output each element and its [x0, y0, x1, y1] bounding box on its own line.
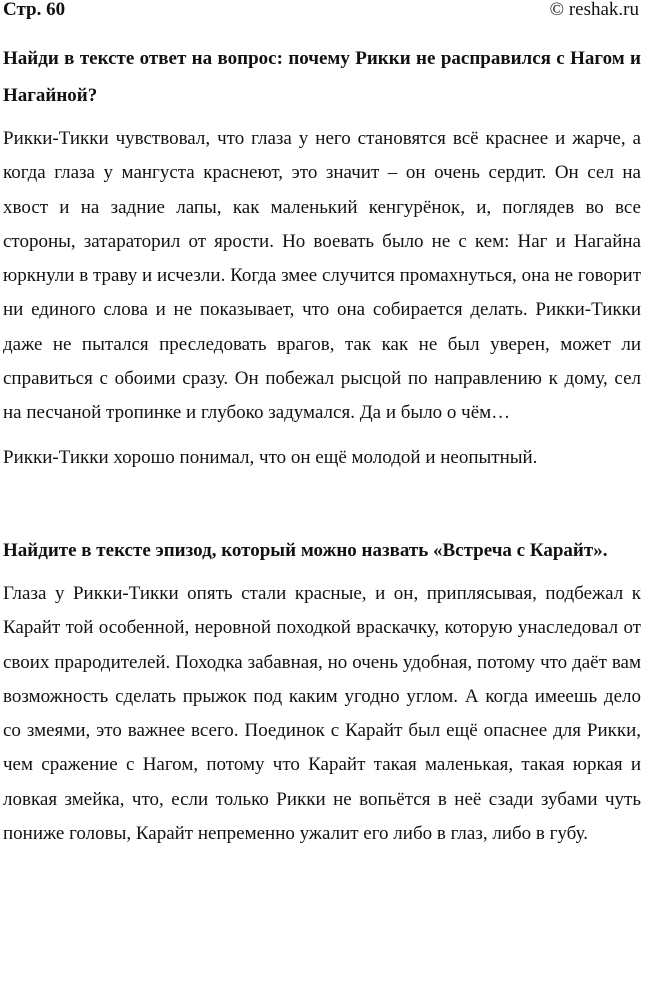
answer-paragraph: Рикки-Тикки чувствовал, что глаза у него становятся всё краснее и жарче, а когда глаза у мангуста краснеют, это значит – он очень сердит. Он сел на хвост и на задние лапы, как маленький кенгурёнок, и, поглядев во все стороны, затараторил от ярости. Но воевать было не с кем: Наг и Нагайна юркнули в траву и исчезли. Когда змее случится промахнуться, она не говорит ни единого слова и не показывает, что она собирается делать. Рикки-Тикки даже не пытался преследовать врагов, так как не был уверен, может ли справиться с обоими сразу. Он побежал рысцой по направлению к дому, сел на песчаной тропинке и глубоко задумался. Да и было о чём… [3, 128, 641, 424]
page-header [3, 0, 639, 24]
answer-paragraph: Глаза у Рикки-Тикки опять стали красные, и он, приплясывая, подбежал к Карайт той особенной, неровной походкой враскачку, которую унаследовал от своих прародителей. Походка забавная, но очень удобная, потому что даёт вам возможность сделать прыжок под каким угодно углом. А когда имеешь дело со змеями, это важнее всего. Поединок с Карайт был ещё опаснее для Рикки, чем сражение с Нагом, потому что Карайт такая маленькая, такая юркая и ловкая змейка, что, если только Рикки не вопьётся в неё сзади зубами чуть пониже головы, Карайт непременно ужалит его либо в глаз, либо в губу. [3, 582, 641, 845]
question-heading: Найди в тексте ответ на вопрос: почему Рикки не расправился с Нагом и Нагайной? [3, 48, 641, 106]
question-heading: Найдите в тексте эпизод, который можно назвать «Встреча с Карайт». [3, 539, 608, 561]
document-body [3, 40, 641, 851]
answer-paragraph: Рикки-Тикки хорошо понимал, что он ещё молодой и неопытный. [3, 446, 538, 468]
page-number: Стр. 60 [3, 0, 66, 20]
source-label: © reshak.ru [549, 0, 639, 20]
